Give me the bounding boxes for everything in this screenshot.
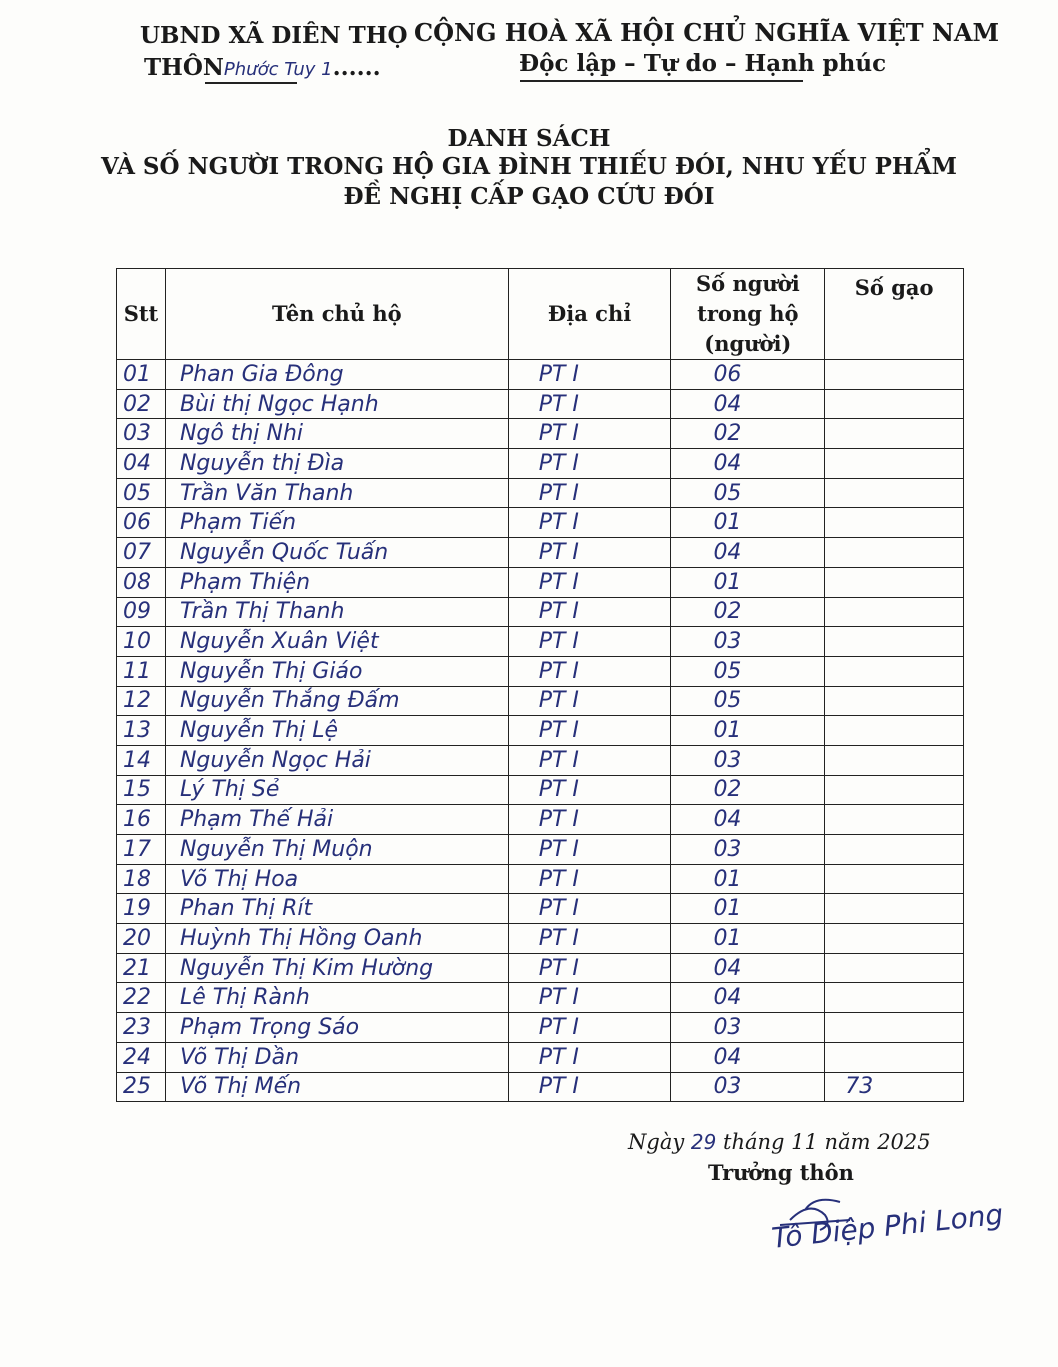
row-stt: 06 — [117, 508, 166, 538]
row-stt: 15 — [117, 775, 166, 805]
row-stt: 21 — [117, 953, 166, 983]
nation-name: CỘNG HOÀ XÃ HỘI CHỦ NGHĨA VIỆT NAM — [414, 18, 1000, 47]
row-address: PT I — [508, 716, 671, 746]
row-rice — [825, 835, 964, 865]
table-body — [117, 360, 964, 1102]
row-people: 03 — [671, 835, 825, 865]
table-row — [117, 656, 964, 686]
table-row — [117, 389, 964, 419]
row-name: Nguyễn Ngọc Hải — [165, 745, 508, 775]
table-row — [117, 805, 964, 835]
row-address: PT I — [508, 419, 671, 449]
row-stt: 17 — [117, 835, 166, 865]
row-address: PT I — [508, 508, 671, 538]
row-address: PT I — [508, 597, 671, 627]
row-stt: 25 — [117, 1072, 166, 1102]
row-name: Trần Thị Thanh — [165, 597, 508, 627]
row-people: 01 — [671, 924, 825, 954]
row-stt: 07 — [117, 538, 166, 568]
row-stt: 01 — [117, 360, 166, 390]
col-people-line2: trong hộ — [697, 301, 799, 326]
row-name: Phan Gia Đông — [165, 360, 508, 390]
motto-underline — [520, 80, 803, 82]
row-rice — [825, 389, 964, 419]
row-people: 02 — [671, 419, 825, 449]
col-name: Tên chủ hộ — [165, 269, 508, 360]
row-stt: 16 — [117, 805, 166, 835]
row-address: PT I — [508, 449, 671, 479]
row-name: Nguyễn Quốc Tuấn — [165, 538, 508, 568]
row-name: Võ Thị Mến — [165, 1072, 508, 1102]
table-row — [117, 953, 964, 983]
col-people — [671, 269, 825, 360]
row-stt: 14 — [117, 745, 166, 775]
row-address: PT I — [508, 894, 671, 924]
row-rice — [825, 894, 964, 924]
row-people: 03 — [671, 1072, 825, 1102]
row-name: Nguyễn Thắng Đấm — [165, 686, 508, 716]
row-people: 05 — [671, 686, 825, 716]
row-name: Trần Văn Thanh — [165, 478, 508, 508]
table-row — [117, 983, 964, 1013]
row-name: Bùi thị Ngọc Hạnh — [165, 389, 508, 419]
table-row — [117, 478, 964, 508]
row-stt: 23 — [117, 1013, 166, 1043]
village-label: THÔN — [144, 54, 224, 81]
signer-name: Tô Diệp Phi Long — [770, 1197, 1005, 1255]
row-address: PT I — [508, 924, 671, 954]
doc-title-3: ĐỀ NGHỊ CẤP GẠO CỨU ĐÓI — [343, 183, 715, 210]
row-address: PT I — [508, 1042, 671, 1072]
table-row — [117, 686, 964, 716]
table-row — [117, 716, 964, 746]
row-name: Phạm Tiến — [165, 508, 508, 538]
row-name: Huỳnh Thị Hồng Oanh — [165, 924, 508, 954]
table-row — [117, 835, 964, 865]
row-rice — [825, 805, 964, 835]
row-name: Nguyễn Thị Muộn — [165, 835, 508, 865]
row-people: 03 — [671, 627, 825, 657]
row-people: 01 — [671, 894, 825, 924]
village-value: Phước Tuy 1 — [223, 59, 333, 80]
row-rice — [825, 983, 964, 1013]
row-address: PT I — [508, 835, 671, 865]
row-stt: 08 — [117, 567, 166, 597]
col-rice: Số gạo — [825, 269, 964, 360]
row-address: PT I — [508, 567, 671, 597]
row-stt: 03 — [117, 419, 166, 449]
row-address: PT I — [508, 360, 671, 390]
row-address: PT I — [508, 805, 671, 835]
row-name: Võ Thị Hoa — [165, 864, 508, 894]
table-row — [117, 924, 964, 954]
row-stt: 09 — [117, 597, 166, 627]
col-address: Địa chỉ — [508, 269, 671, 360]
doc-title-1: DANH SÁCH — [447, 125, 611, 152]
row-rice — [825, 627, 964, 657]
row-rice — [825, 597, 964, 627]
table-row — [117, 1013, 964, 1043]
row-stt: 11 — [117, 656, 166, 686]
row-people: 04 — [671, 449, 825, 479]
table-header-row — [117, 269, 964, 360]
table-row — [117, 864, 964, 894]
table-row — [117, 567, 964, 597]
table-row — [117, 1072, 964, 1102]
row-rice: 73 — [825, 1072, 964, 1102]
row-people: 04 — [671, 389, 825, 419]
row-address: PT I — [508, 953, 671, 983]
row-address: PT I — [508, 775, 671, 805]
table-row — [117, 360, 964, 390]
row-rice — [825, 419, 964, 449]
date-prefix: Ngày — [628, 1130, 685, 1154]
row-people: 01 — [671, 864, 825, 894]
row-name: Phạm Thiện — [165, 567, 508, 597]
row-address: PT I — [508, 389, 671, 419]
table-row — [117, 1042, 964, 1072]
row-name: Lê Thị Rành — [165, 983, 508, 1013]
row-people: 06 — [671, 360, 825, 390]
signer-role: Trưởng thôn — [708, 1160, 854, 1185]
table-row — [117, 775, 964, 805]
row-name: Phạm Thế Hải — [165, 805, 508, 835]
row-stt: 05 — [117, 478, 166, 508]
row-rice — [825, 508, 964, 538]
row-stt: 02 — [117, 389, 166, 419]
row-address: PT I — [508, 745, 671, 775]
row-rice — [825, 686, 964, 716]
row-name: Phạm Trọng Sáo — [165, 1013, 508, 1043]
row-stt: 13 — [117, 716, 166, 746]
row-rice — [825, 924, 964, 954]
household-table — [116, 268, 964, 1102]
row-address: PT I — [508, 627, 671, 657]
row-rice — [825, 1042, 964, 1072]
date-day: 29 — [690, 1130, 717, 1154]
village-underline — [205, 82, 297, 84]
row-rice — [825, 567, 964, 597]
row-address: PT I — [508, 864, 671, 894]
row-people: 02 — [671, 775, 825, 805]
row-stt: 12 — [117, 686, 166, 716]
row-people: 04 — [671, 805, 825, 835]
row-people: 04 — [671, 538, 825, 568]
row-rice — [825, 656, 964, 686]
row-rice — [825, 360, 964, 390]
row-name: Nguyễn Thị Kim Hường — [165, 953, 508, 983]
row-people: 01 — [671, 508, 825, 538]
doc-title-2: VÀ SỐ NGƯỜI TRONG HỘ GIA ĐÌNH THIẾU ĐÓI, NHU YẾU PHẨM — [101, 153, 957, 180]
table-row — [117, 597, 964, 627]
row-people: 05 — [671, 656, 825, 686]
row-address: PT I — [508, 478, 671, 508]
row-name: Ngô thị Nhi — [165, 419, 508, 449]
row-name: Nguyễn Thị Giáo — [165, 656, 508, 686]
row-stt: 19 — [117, 894, 166, 924]
row-rice — [825, 864, 964, 894]
row-rice — [825, 745, 964, 775]
table-row — [117, 508, 964, 538]
row-address: PT I — [508, 1072, 671, 1102]
col-people-line3: (người) — [704, 331, 792, 356]
row-address: PT I — [508, 686, 671, 716]
row-people: 05 — [671, 478, 825, 508]
row-stt: 04 — [117, 449, 166, 479]
table-row — [117, 745, 964, 775]
row-people: 01 — [671, 567, 825, 597]
table-row — [117, 449, 964, 479]
row-rice — [825, 716, 964, 746]
row-people: 04 — [671, 953, 825, 983]
row-address: PT I — [508, 1013, 671, 1043]
row-name: Phan Thị Rít — [165, 894, 508, 924]
row-rice — [825, 449, 964, 479]
row-name: Nguyễn Xuân Việt — [165, 627, 508, 657]
row-rice — [825, 538, 964, 568]
row-name: Lý Thị Sẻ — [165, 775, 508, 805]
row-rice — [825, 775, 964, 805]
row-rice — [825, 1013, 964, 1043]
table-row — [117, 894, 964, 924]
village-line — [144, 54, 381, 81]
table-row — [117, 419, 964, 449]
row-name: Võ Thị Dần — [165, 1042, 508, 1072]
row-stt: 24 — [117, 1042, 166, 1072]
row-name: Nguyễn thị Đìa — [165, 449, 508, 479]
row-stt: 22 — [117, 983, 166, 1013]
col-people-line1: Số người — [695, 271, 800, 296]
col-stt: Stt — [117, 269, 166, 360]
row-rice — [825, 953, 964, 983]
row-address: PT I — [508, 656, 671, 686]
row-name: Nguyễn Thị Lệ — [165, 716, 508, 746]
date-suffix: tháng 11 năm 2025 — [723, 1130, 931, 1154]
authority-name: UBND XÃ DIÊN THỌ — [140, 22, 408, 49]
date-line — [628, 1130, 931, 1154]
row-people: 02 — [671, 597, 825, 627]
row-people: 04 — [671, 983, 825, 1013]
table-row — [117, 538, 964, 568]
row-address: PT I — [508, 983, 671, 1013]
table-row — [117, 627, 964, 657]
row-address: PT I — [508, 538, 671, 568]
row-rice — [825, 478, 964, 508]
village-dots: ...... — [332, 54, 381, 81]
row-stt: 10 — [117, 627, 166, 657]
row-people: 03 — [671, 1013, 825, 1043]
row-stt: 18 — [117, 864, 166, 894]
row-people: 01 — [671, 716, 825, 746]
row-people: 04 — [671, 1042, 825, 1072]
national-motto: Độc lập – Tự do – Hạnh phúc — [519, 50, 887, 77]
row-people: 03 — [671, 745, 825, 775]
row-stt: 20 — [117, 924, 166, 954]
